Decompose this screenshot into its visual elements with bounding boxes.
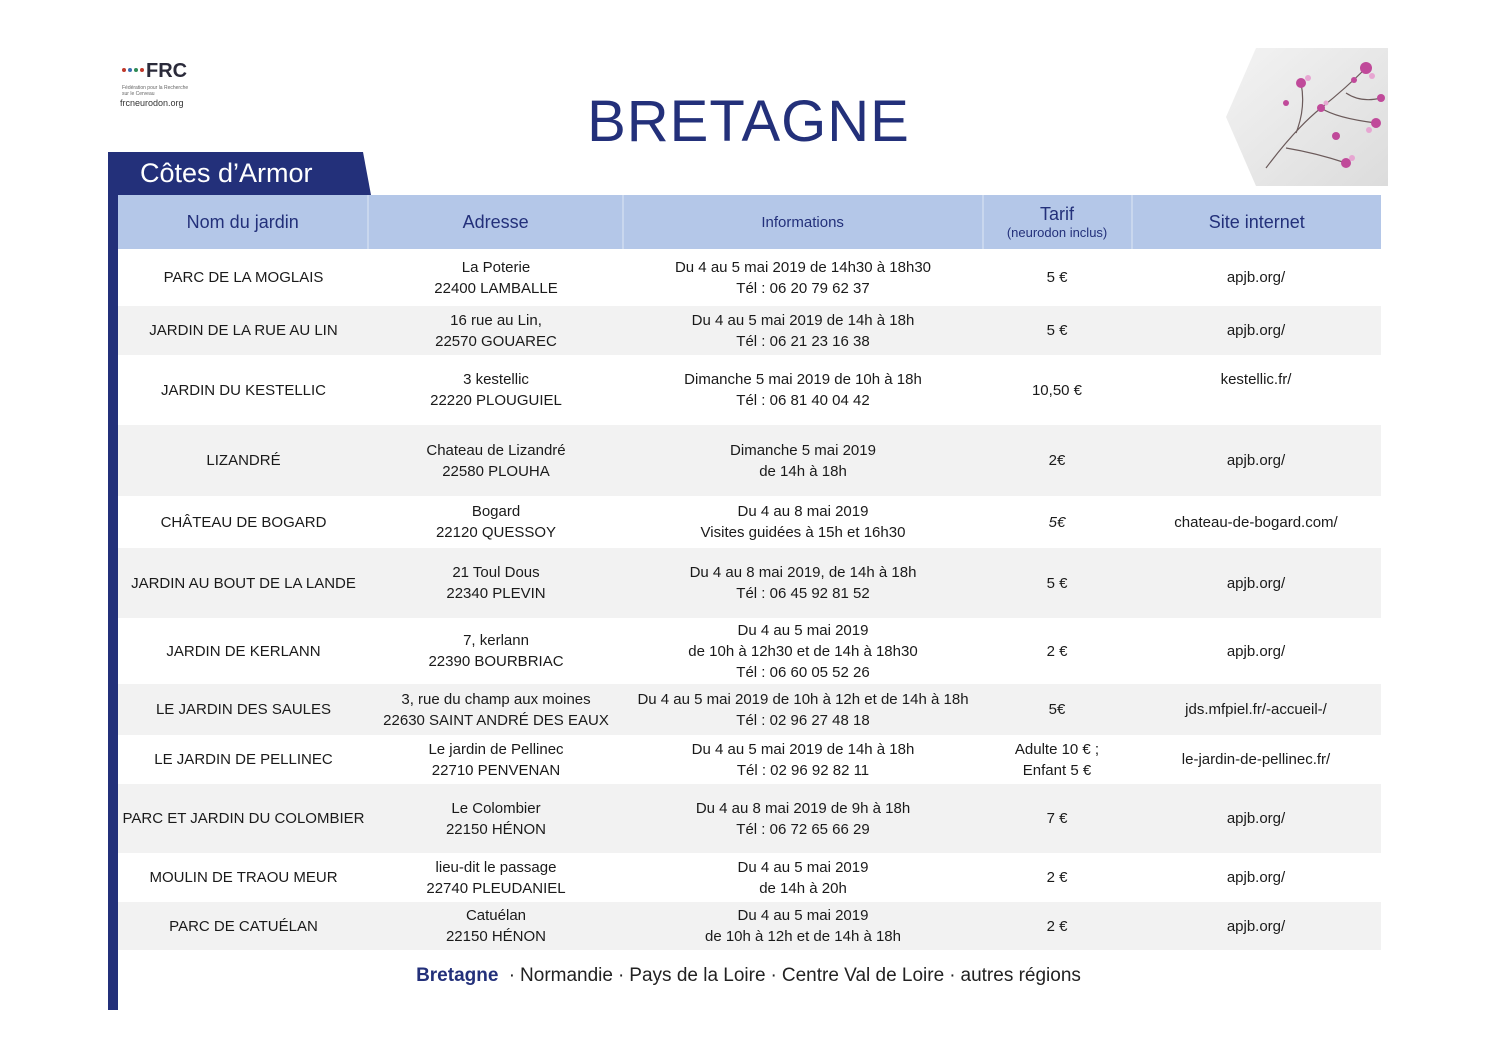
cell-info: Du 4 au 5 mai 2019 de 10h à 12h et de 14h à 18h Tél : 02 96 27 48 18 <box>637 690 969 729</box>
cell-info: Du 4 au 5 mai 2019 de 14h30 à 18h30 Tél : 06 20 79 62 37 <box>674 258 932 297</box>
logo-dots-icon <box>122 68 144 72</box>
cell-tarif: 5€ <box>1048 513 1066 531</box>
cell-info: Du 4 au 8 mai 2019 Visites guidées à 15h et 16h30 <box>700 503 906 541</box>
cell-address: Bogard 22120 QUESSOY <box>435 503 557 541</box>
region-separator: · <box>508 965 516 986</box>
cell-address: 3 kestellic 22220 PLOUGUIEL <box>430 371 562 409</box>
cell-address: 16 rue au Lin, 22570 GOUAREC <box>435 311 557 350</box>
table-row <box>118 618 1381 684</box>
department-tab <box>108 152 373 195</box>
cell-site[interactable]: apjb.org/ <box>1226 452 1286 469</box>
table-body <box>118 249 1381 950</box>
department-label: Côtes d’Armor <box>140 158 313 188</box>
cell-name: LIZANDRÉ <box>206 452 281 469</box>
cell-address: Catuélan 22150 HÉNON <box>445 907 547 945</box>
cell-info: Du 4 au 8 mai 2019, de 14h à 18h Tél : 06 45 92 81 52 <box>689 564 917 602</box>
cell-tarif: 2 € <box>1046 642 1068 660</box>
cell-address: Chateau de Lizandré 22580 PLOUHA <box>426 441 566 480</box>
region-link[interactable]: autres régions <box>960 965 1081 986</box>
region-link[interactable]: Pays de la Loire <box>629 965 766 986</box>
cell-name: LE JARDIN DE PELLINEC <box>154 751 333 768</box>
header-site: Site internet <box>1208 211 1305 232</box>
cell-info: Du 4 au 5 mai 2019 de 10h à 12h30 et de 14h à 18h30 Tél : 06 60 05 52 26 <box>688 621 918 681</box>
cell-info: Dimanche 5 mai 2019 de 10h à 18h Tél : 06 81 40 04 42 <box>684 371 922 409</box>
table-row <box>118 355 1381 425</box>
table-row <box>118 249 1381 306</box>
cell-site[interactable]: apjb.org/ <box>1226 642 1286 660</box>
cell-site[interactable]: apjb.org/ <box>1226 917 1286 935</box>
header-tarif: Tarif (neurodon inclus) <box>984 195 1133 249</box>
cell-name: MOULIN DE TRAOU MEUR <box>149 869 338 886</box>
region-link-active[interactable]: Bretagne <box>416 965 499 986</box>
cell-tarif: 7 € <box>1046 810 1068 827</box>
region-separator: · <box>770 965 777 986</box>
cell-tarif: 2 € <box>1046 917 1068 935</box>
cell-tarif: 5€ <box>1048 701 1066 718</box>
table-row <box>118 306 1381 355</box>
region-separator: · <box>617 965 625 986</box>
cell-site[interactable]: kestellic.fr/ <box>1220 371 1292 388</box>
table-row <box>118 496 1381 548</box>
page-title: BRETAGNE <box>587 89 910 154</box>
table-header <box>118 195 1381 249</box>
cell-name: JARDIN AU BOUT DE LA LANDE <box>131 574 356 592</box>
table-row <box>118 902 1381 950</box>
cell-address: La Poterie 22400 LAMBALLE <box>434 258 558 297</box>
table-row <box>118 784 1381 853</box>
header-info: Informations <box>624 195 984 249</box>
cell-info: Dimanche 5 mai 2019 de 14h à 18h <box>730 441 876 480</box>
left-accent-bar <box>108 192 118 1010</box>
cell-tarif: 2€ <box>1048 452 1066 469</box>
flower-decoration-image <box>1226 48 1388 186</box>
cell-site[interactable]: apjb.org/ <box>1226 869 1286 886</box>
cell-info: Du 4 au 5 mai 2019 de 10h à 12h et de 14h à 18h <box>704 907 901 945</box>
cell-tarif: 10,50 € <box>1031 381 1083 399</box>
cell-tarif: 5 € <box>1046 269 1068 286</box>
header-address: Adresse <box>369 195 623 249</box>
cell-site[interactable]: apjb.org/ <box>1226 322 1286 339</box>
table-row <box>118 735 1381 784</box>
gardens-table <box>118 195 1381 950</box>
table-row <box>118 548 1381 618</box>
cell-site[interactable]: chateau-de-bogard.com/ <box>1174 513 1338 531</box>
table-row <box>118 853 1381 902</box>
cell-site[interactable]: jds.mfpiel.fr/-accueil-/ <box>1185 701 1327 718</box>
cell-site[interactable]: apjb.org/ <box>1226 574 1286 592</box>
cell-tarif: 5 € <box>1046 574 1068 592</box>
logo-site: frcneurodon.org <box>120 98 184 108</box>
cell-name: PARC DE LA MOGLAIS <box>163 269 324 286</box>
region-separator: · <box>949 965 956 986</box>
cell-address: 21 Toul Dous 22340 PLEVIN <box>446 564 546 602</box>
region-link[interactable]: Centre Val de Loire <box>781 965 945 986</box>
cell-address: 7, kerlann 22390 BOURBRIAC <box>428 632 564 670</box>
cell-address: Le Colombier 22150 HÉNON <box>445 799 547 838</box>
region-link[interactable]: Normandie <box>520 965 613 986</box>
cell-site[interactable]: apjb.org/ <box>1226 269 1286 286</box>
cell-address: 3, rue du champ aux moines 22630 SAINT ANDRÉ DES EAUX <box>383 690 609 729</box>
cell-name: CHÂTEAU DE BOGARD <box>160 513 327 531</box>
cell-tarif: Adulte 10 € ; Enfant 5 € <box>1014 740 1100 779</box>
table-row <box>118 425 1381 496</box>
cell-name: PARC ET JARDIN DU COLOMBIER <box>122 810 365 827</box>
cell-site[interactable]: le-jardin-de-pellinec.fr/ <box>1181 751 1331 768</box>
cell-info: Du 4 au 8 mai 2019 de 9h à 18h Tél : 06 72 65 66 29 <box>695 799 911 838</box>
cell-address: lieu-dit le passage 22740 PLEUDANIEL <box>426 858 566 897</box>
cell-tarif: 2 € <box>1046 869 1068 886</box>
logo-tagline: Fédération pour la Recherche sur le Cerveau <box>122 85 189 97</box>
region-nav <box>0 965 1497 987</box>
table-row <box>118 684 1381 735</box>
cell-info: Du 4 au 5 mai 2019 de 14h à 20h <box>737 858 869 897</box>
cell-tarif: 5 € <box>1046 322 1068 339</box>
cell-name: PARC DE CATUÉLAN <box>169 917 318 935</box>
header-name: Nom du jardin <box>118 195 369 249</box>
cell-name: JARDIN DE LA RUE AU LIN <box>149 322 338 339</box>
cell-name: JARDIN DU KESTELLIC <box>160 381 327 399</box>
cell-site[interactable]: apjb.org/ <box>1226 810 1286 827</box>
cell-info: Du 4 au 5 mai 2019 de 14h à 18h Tél : 06 21 23 16 38 <box>691 311 915 350</box>
cell-address: Le jardin de Pellinec 22710 PENVENAN <box>428 740 564 779</box>
cell-name: LE JARDIN DES SAULES <box>155 701 332 718</box>
cell-info: Du 4 au 5 mai 2019 de 14h à 18h Tél : 02 96 92 82 11 <box>691 740 915 779</box>
logo-brand: FRC <box>146 60 188 82</box>
cell-name: JARDIN DE KERLANN <box>166 642 321 660</box>
